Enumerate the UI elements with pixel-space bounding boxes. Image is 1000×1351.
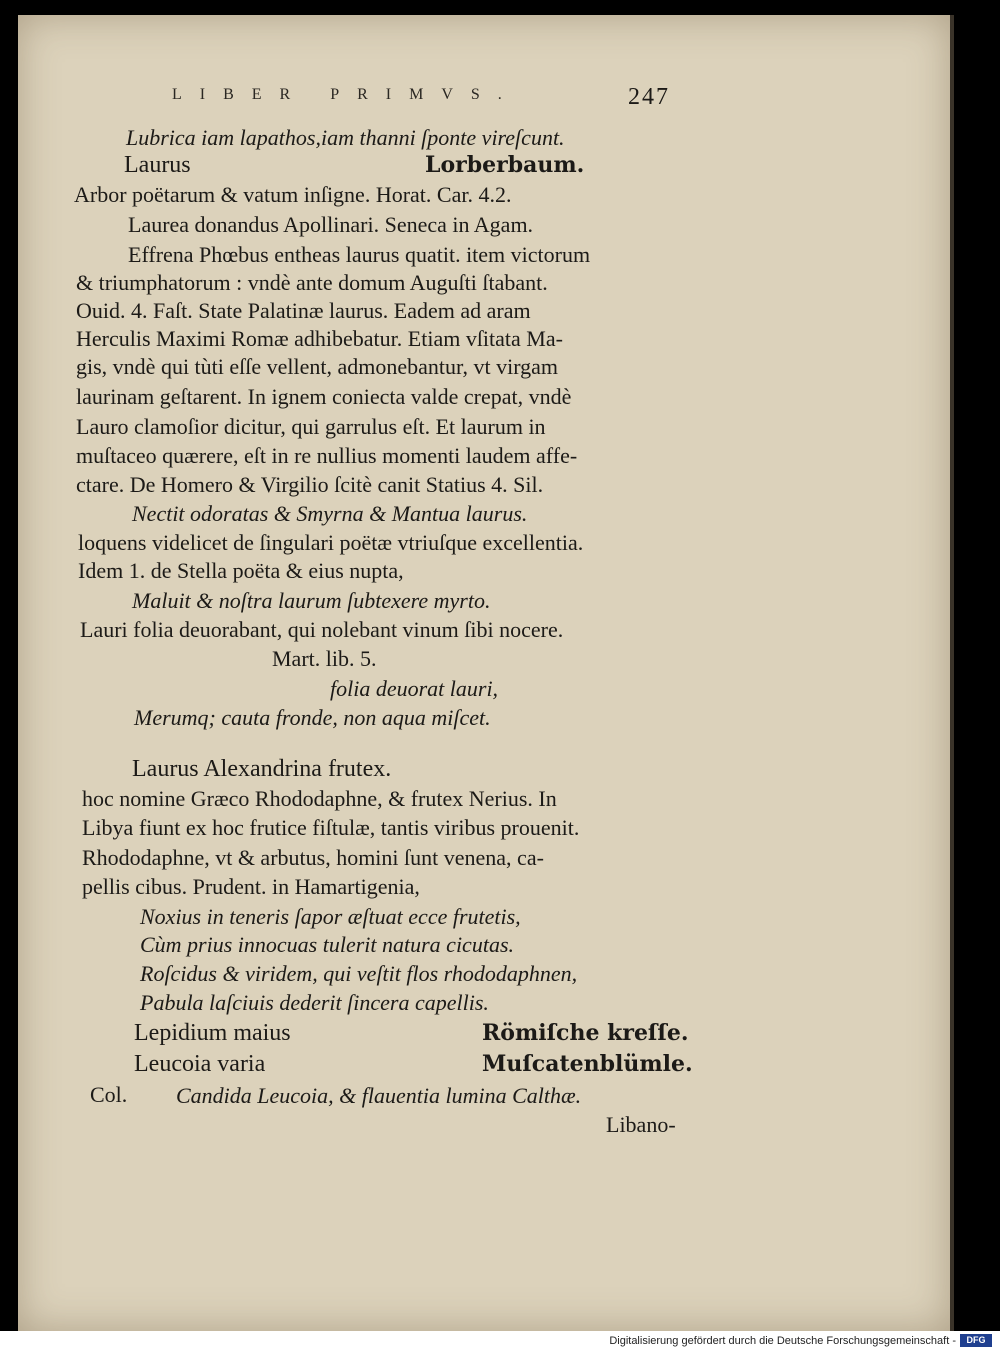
- verse-line: Noxius in teneris ſapor æſtuat ecce frutetis,: [140, 904, 521, 929]
- text-line: Effrena Phœbus entheas laurus quatit. item victorum: [128, 242, 591, 267]
- lemma-latin: Laurus Alexandrina frutex.: [132, 756, 392, 782]
- text-line: hoc nomine Græco Rhododaphne, & frutex Nerius. In: [82, 786, 557, 811]
- text-line: Col.: [90, 1082, 128, 1107]
- text-line: ctare. De Homero & Virgilio ſcitè canit Statius 4. Sil.: [76, 472, 544, 497]
- verse-line: Maluit & noſtra laurum ſubtexere myrto.: [132, 588, 491, 613]
- text-line: & triumphatorum : vndè ante domum Auguſti ſtabant.: [76, 270, 548, 295]
- text-line: Ouid. 4. Faſt. State Palatinæ laurus. Eadem ad aram: [76, 298, 531, 323]
- verse-line: Nectit odoratas & Smyrna & Mantua laurus.: [132, 501, 528, 526]
- verse-line: folia deuorat lauri,: [330, 676, 499, 701]
- lemma-latin: Laurus: [124, 152, 191, 178]
- catchword: Libano-: [606, 1112, 676, 1137]
- verse-line: Lubrica iam lapathos,iam thanni ſponte vireſcunt.: [126, 125, 565, 150]
- text-line: Laurea donandus Apollinari. Seneca in Agam.: [128, 212, 534, 237]
- page-edge: [950, 15, 954, 1331]
- lemma-latin: Lepidium maius: [134, 1020, 291, 1046]
- verse-line: Cùm prius innocuas tulerit natura cicutas.: [140, 932, 514, 957]
- text-line: loquens videlicet de ſingulari poëtæ vtriuſque excellentia.: [78, 530, 584, 555]
- digitization-footer: [0, 1331, 1000, 1351]
- text-line: muſtaceo quærere, eſt in re nullius momenti laudem affe-: [76, 443, 578, 468]
- text-line: Lauro clamoſior dicitur, qui garrulus eſt. Et laurum in: [76, 414, 546, 439]
- lemma-german: Römiſche kreſſe.: [482, 1020, 689, 1046]
- text-line: Mart. lib. 5.: [272, 646, 377, 671]
- text-line: gis, vndè qui tùti eſſe vellent, admonebantur, vt virgam: [76, 354, 559, 379]
- running-title: LIBER PRIMVS.: [172, 86, 520, 103]
- text-line: Lauri folia deuorabant, qui nolebant vinum ſibi nocere.: [80, 617, 564, 642]
- verse-line: Candida Leucoia, & flauentia lumina Calthæ.: [176, 1083, 582, 1108]
- verse-line: Pabula laſciuis dederit ſincera capellis.: [140, 990, 489, 1015]
- page-number: 247: [628, 84, 670, 110]
- dfg-logo: DFG: [960, 1334, 992, 1347]
- funding-credit: Digitalisierung gefördert durch die Deutsche Forschungsgemeinschaft -: [609, 1335, 956, 1347]
- text-line: Libya fiunt ex hoc frutice fiſtulæ, tantis viribus prouenit.: [82, 815, 580, 840]
- lemma-german: Muſcatenblümle.: [482, 1051, 693, 1077]
- text-line: Arbor poëtarum & vatum inſigne. Horat. Car. 4.2.: [74, 182, 512, 207]
- lemma-latin: Leucoia varia: [134, 1051, 266, 1077]
- text-line: Herculis Maximi Romæ adhibebatur. Etiam vſitata Ma-: [76, 326, 563, 351]
- text-line: pellis cibus. Prudent. in Hamartigenia,: [82, 874, 420, 899]
- text-line: Idem 1. de Stella poëta & eius nupta,: [78, 558, 404, 583]
- verse-line: Roſcidus & viridem, qui veſtit flos rhododaphnen,: [140, 961, 578, 986]
- text-line: laurinam geſtarent. In ignem coniecta valde crepat, vndè: [76, 384, 572, 409]
- text-line: Rhododaphne, vt & arbutus, homini ſunt venena, ca-: [82, 845, 544, 870]
- lemma-german: Lorberbaum.: [425, 152, 585, 178]
- verse-line: Merumq; cauta fronde, non aqua miſcet.: [134, 705, 491, 730]
